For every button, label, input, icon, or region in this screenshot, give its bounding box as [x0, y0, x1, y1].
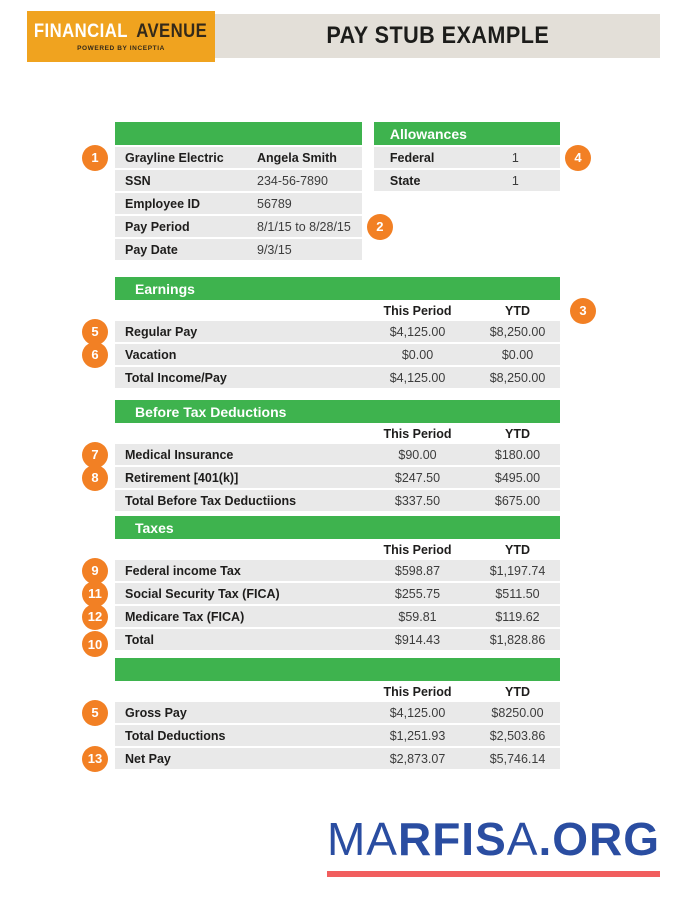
social-security-tax-period: $255.75: [394, 586, 441, 601]
ytd-column-label: YTD: [505, 303, 530, 318]
gross-pay-label: Gross Pay: [125, 705, 187, 720]
ytd-column-label: YTD: [505, 426, 530, 441]
earnings-row-vacation: [91, 344, 560, 365]
total-deductions-label: Total Deductions: [125, 728, 226, 743]
taxes-row-federal: [91, 560, 560, 581]
before-tax-row-retirement: [91, 467, 560, 488]
employee-row-company: [91, 147, 362, 168]
retirement-period: $247.50: [394, 470, 441, 485]
callout-10-badge: 10: [82, 631, 108, 657]
taxes-row-total: [87, 629, 560, 652]
pay-stub-body: [87, 122, 587, 769]
callout-2-badge: 2: [367, 214, 393, 240]
medicare-tax-label: Medicare Tax (FICA): [125, 609, 245, 624]
employee-info-header-bar: [115, 122, 362, 145]
employee-and-allowances: [91, 122, 582, 260]
callout-5-badge: 5: [82, 319, 108, 345]
earnings-row-total-income: [115, 367, 560, 388]
federal-income-tax-period: $598.87: [394, 563, 441, 578]
employee-id-value: 56789: [257, 196, 292, 211]
employer-name: Grayline Electric: [125, 150, 224, 165]
total-income-label: Total Income/Pay: [125, 370, 227, 385]
vacation-label: Vacation: [125, 347, 177, 362]
net-pay-period: $2,873.07: [389, 751, 446, 766]
total-deductions-ytd: $2,503.86: [489, 728, 546, 743]
summary-row-total-deductions: [115, 725, 560, 746]
pay-period-value: 8/1/15 to 8/28/15: [257, 219, 351, 234]
total-before-tax-ytd: $675.00: [494, 493, 541, 508]
footer: [327, 812, 660, 877]
net-pay-label: Net Pay: [125, 751, 171, 766]
this-period-column-label: This Period: [383, 303, 452, 318]
pay-date-label: Pay Date: [125, 242, 178, 257]
employee-row-ssn: [115, 170, 362, 191]
this-period-column-label: This Period: [383, 684, 452, 699]
financial-avenue-logo: [27, 11, 215, 62]
employee-row-id: [115, 193, 362, 214]
social-security-tax-ytd: $511.50: [495, 586, 540, 601]
allowance-row-federal: [374, 147, 582, 168]
before-tax-header-bar: Before Tax Deductions: [115, 400, 560, 423]
marfisa-org-logo: [327, 812, 660, 877]
employee-name: Angela Smith: [257, 150, 337, 165]
gross-pay-ytd: $8250.00: [491, 705, 544, 720]
earnings-column-header: [115, 302, 587, 319]
total-deductions-period: $1,251.93: [389, 728, 446, 743]
allowances-header-bar: Allowances: [374, 122, 560, 145]
net-pay-ytd: $5,746.14: [489, 751, 546, 766]
total-taxes-period: $914.43: [394, 632, 441, 647]
callout-5-badge: 5: [82, 700, 108, 726]
vacation-ytd: $0.00: [501, 347, 534, 362]
total-income-ytd: $8,250.00: [489, 370, 546, 385]
before-tax-row-medical: [91, 444, 560, 465]
page-title: PAY STUB EXAMPLE: [326, 22, 549, 49]
title-bar: [215, 14, 660, 58]
earnings-header-bar: Earnings: [115, 277, 560, 300]
logo-wordmark: [34, 21, 207, 43]
employee-id-label: Employee ID: [125, 196, 201, 211]
earnings-row-regular-pay: [91, 321, 560, 342]
summary-row-net-pay: [87, 748, 560, 769]
total-taxes-ytd: $1,828.86: [489, 632, 546, 647]
taxes-row-social-security: [88, 583, 560, 604]
total-income-period: $4,125.00: [389, 370, 446, 385]
earnings-section: [91, 277, 587, 388]
before-tax-row-total: [115, 490, 560, 511]
taxes-row-medicare: [87, 606, 560, 627]
taxes-column-header: [115, 541, 560, 558]
vacation-period: $0.00: [401, 347, 434, 362]
taxes-header-bar: Taxes: [115, 516, 560, 539]
ssn-label: SSN: [125, 173, 151, 188]
gross-pay-period: $4,125.00: [389, 705, 446, 720]
page-header: [0, 0, 682, 72]
social-security-tax-label: Social Security Tax (FICA): [125, 586, 280, 601]
retirement-label: Retirement [401(k)]: [125, 470, 239, 485]
before-tax-column-header: [115, 425, 560, 442]
federal-income-tax-label: Federal income Tax: [125, 563, 241, 578]
logo-tagline: POWERED BY INCEPTIA: [77, 45, 165, 52]
callout-7-badge: 7: [82, 442, 108, 468]
retirement-ytd: $495.00: [494, 470, 541, 485]
total-before-tax-label: Total Before Tax Deductiions: [125, 493, 297, 508]
callout-12-badge: 12: [82, 604, 108, 630]
taxes-section: [87, 516, 560, 652]
pay-date-value: 9/3/15: [257, 242, 292, 257]
ytd-column-label: YTD: [505, 684, 530, 699]
pay-period-label: Pay Period: [125, 219, 190, 234]
callout-1-badge: 1: [82, 145, 108, 171]
marfisa-segment-2: RFIS: [397, 813, 507, 865]
callout-6-badge: 6: [82, 342, 108, 368]
medical-insurance-ytd: $180.00: [494, 447, 541, 462]
total-before-tax-period: $337.50: [394, 493, 441, 508]
before-tax-deductions-section: [91, 400, 560, 511]
callout-9-badge: 9: [82, 558, 108, 584]
regular-pay-ytd: $8,250.00: [489, 324, 546, 339]
callout-8-badge: 8: [82, 465, 108, 491]
this-period-column-label: This Period: [383, 426, 452, 441]
callout-13-badge: 13: [82, 746, 108, 772]
summary-header-bar: [115, 658, 560, 681]
federal-allowance-label: Federal: [389, 150, 435, 165]
federal-allowance-value: 1: [511, 150, 519, 165]
medical-insurance-period: $90.00: [398, 447, 437, 462]
callout-11-badge: 11: [82, 581, 108, 607]
this-period-column-label: This Period: [383, 542, 452, 557]
regular-pay-label: Regular Pay: [125, 324, 198, 339]
state-allowance-value: 1: [511, 173, 519, 188]
allowances-table: [374, 122, 582, 191]
employee-row-pay-period: [115, 216, 384, 237]
callout-4-badge: 4: [565, 145, 591, 171]
marfisa-segment-3: A: [506, 813, 539, 865]
medicare-tax-ytd: $119.62: [495, 609, 540, 624]
ytd-column-label: YTD: [505, 542, 530, 557]
employee-row-pay-date: [115, 239, 362, 260]
summary-row-gross-pay: [91, 702, 560, 723]
total-taxes-label: Total: [125, 632, 154, 647]
logo-text-financial: FINANCIAL: [34, 21, 129, 42]
callout-3-badge: 3: [570, 298, 596, 324]
summary-section: [87, 658, 560, 769]
allowance-row-state: [374, 170, 560, 191]
ssn-value: 234-56-7890: [257, 173, 328, 188]
marfisa-segment-4: .ORG: [538, 813, 660, 865]
state-allowance-label: State: [389, 173, 421, 188]
logo-text-avenue: AVENUE: [136, 21, 208, 42]
medicare-tax-period: $59.81: [398, 609, 437, 624]
marfisa-segment-1: MA: [326, 813, 398, 865]
medical-insurance-label: Medical Insurance: [125, 447, 234, 462]
federal-income-tax-ytd: $1,197.74: [489, 563, 546, 578]
regular-pay-period: $4,125.00: [389, 324, 446, 339]
employee-info-table: [91, 122, 384, 260]
summary-column-header: [115, 683, 560, 700]
